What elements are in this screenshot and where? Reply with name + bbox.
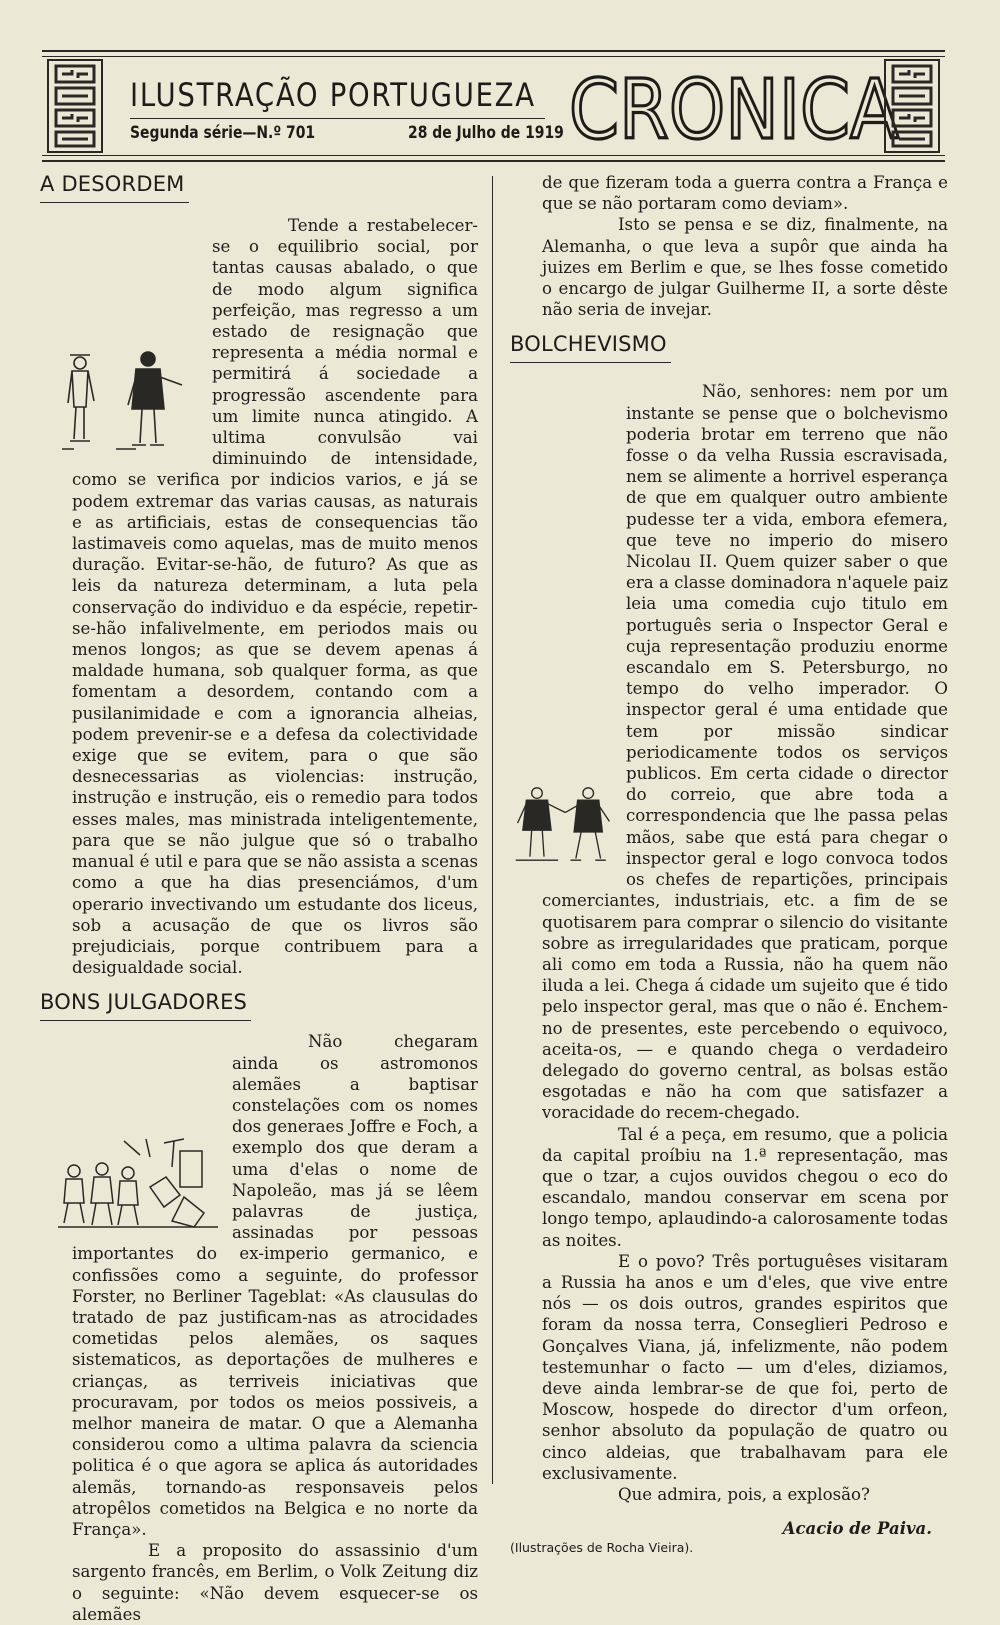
heading-bons-julgadores: BONS JULGADORES [40,990,251,1021]
greek-key-ornament-left [46,58,104,154]
article-2-paragraph-3: de que fizeram toda a guerra contra a França e que se não portaram como deviam». [542,173,948,214]
article-3-paragraph-4: Que admira, pois, a explosão? [618,1484,870,1504]
article-2-paragraph-2: E a proposito do assassinio d'um sargento francês, em Berlim, o Volk Zeitung diz o seguinte: «Não devem esquecer-se os alemães [72,1541,478,1624]
column-divider [492,176,493,1484]
article-3-paragraph-3: E o povo? Três portuguêses visitaram a Russia ha anos e um d'eles, que vive entre nós — os dois outros, grandes espiritos que foram da nossa terra, Conseglieri Pedroso e Gonçalves Viana, já, infelizmente, não podem testemunhar o facto — um d'eles, diziamos, deve ainda lembrar-se de que foi, perto de Moscow, hospede do director d'um orfeon, senhor absoluto da população de quatro ou cinco aldeias, que trabalhavam para ele exclusivamente. [542,1251,948,1483]
illustration-crowd [54,1137,224,1233]
article-1-paragraph: Tende a restabelecer-se o equilibrio social, por tantas causas abalado, o que de modo algum significa perfeição, mas regresso a um estado de resignação que representa a média normal e permitirá á sociedade a progressão ascendente para um limite nunca atingido. A ultima convulsão vai diminuindo de intensidade, como se verifica por indicios varios, e já se podem extremar das varias causas, as naturais e as artificiais, estas de consequencias tão lastimaveis como aquelas, mas de muito menos duração. Evitar-se-hão, de futuro? As que as leis da natureza determinam, a luta pela conservação do individuo e da espécie, repetir-se-hão infalivelmente, em periodos mais ou menos longos; as que se devem apenas á maldade humana, sob qualquer forma, as que fomentam a desordem, contando com a pusilanimidade e com a ignorancia alheias, podem prevenir-se e a defesa da colectividade exige que se evitem, para o que são desnecessarias as violencias: instrução, instrução e instrução, eis o remedio para todos esses males, mas ministrada inteligentemente, para que se não julgue que só o trabalho manual é util e para que se não assista a scenas como a que ha dias presenciámos, d'um operario invectivando um estudante dos liceus, sob a acusação de que os livros são prejudiciais, porque contribuem para a desigualdade social. [72,216,478,978]
publication-title: ILUSTRAÇÃO PORTUGUEZA [130,76,536,114]
issue-date: 28 de Julho de 1919 [408,123,564,143]
title-underline [130,118,545,119]
masthead-rule-top [42,56,945,57]
article-3-paragraph-1: Não, senhores: nem por um instante se pense que o bolchevismo poderia brotar em terreno que não fosse o da velha Russia escravisada, nem se alimente a horrivel esperança de que em qualquer outro ambiente pudesse ter a vida, embora efemera, que teve no imperio do misero Nicolau II. Quem quizer saber o que era a classe dominadora n'aquele paiz leia uma comedia cujo titulo em português seria o Inspector Geral e cuja representação produziu enorme escandalo em S. Petersburgo, no tempo do velho imperador. O inspector geral é uma entidade que tem por missão sindicar periodicamente todos os serviços publicos. Em certa cidade o director do correio, que abre toda a correspondencia que lhe passa pelas mãos, sabe que está para chegar o inspector geral e logo convoca todos os chefes de repartições, principais comerciantes, industriais, etc. a fim de se quotisarem para comprar o silencio do visitante sobre as irregularidades que praticam, porque ali como em toda a Russia, não ha quem não iluda a lei. Chega á cidade um sujeito que é tido pelo inspector geral, mas que o não é. Enchem-no de presentes, este percebendo o equivoco, aceita-os, — e quando chega o verdadeiro delegado do governo central, as bolsas estão esgotadas e não ha com que satisfazer a voracidade do recem-chegado. [542,382,948,1123]
heading-a-desordem: A DESORDEM [40,172,189,203]
article-2-paragraph-1: Não chegaram ainda os astromonos alemães a baptisar constelações com os nomes dos generaes Joffre e Foch, a exemplo dos que deram a uma d'elas o nome de Napoleão, mas já se lêem palavras de justiça, assinadas por pessoas importantes do ex-imperio germanico, e confissões como a seguinte, do professor Forster, no Berliner Tageblat: «As clausulas do tratado de paz justificam-nas as atrocidades cometidas pelos alemães, os saques sistematicos, as deportações de mulheres e crianças, as terriveis iniciativas que procuravam, por todos os meios possiveis, a melhor maneira de matar. O que a Alemanha considerou como a ultima palavra da sciencia politica é o que agora se aplica ás autoridades alemãs, tornando-as responsaveis pelos atropêlos cometidos na Belgica e no norte da França». [72,1032,478,1539]
masthead [42,50,945,162]
section-title [566,58,902,158]
greek-key-ornament-right [883,58,941,154]
article-3-paragraph-2: Tal é a peça, em resumo, que a policia da capital proíbiu na 1.ª representação, mas que o tzar, a cujos ouvidos chegou o eco do escandalo, mandou conservar em scena por longo tempo, aplaudindo-a calorosamente todas as noites. [542,1124,948,1250]
author-signature: Acacio de Paiva. [782,1519,932,1539]
section-title-text: CRONICA [569,63,899,158]
illustration-credit: (Ilustrações de Rocha Vieira). [510,1540,694,1556]
illustration-two-men [62,347,202,452]
left-column [40,172,478,1625]
heading-bolchevismo: BOLCHEVISMO [510,332,671,363]
illustration-inspector [514,781,620,867]
article-2-paragraph-4: Isto se pensa e se diz, finalmente, na Alemanha, o que leva a supôr que ainda ha juizes em Berlim e que, se lhes fosse cometido o encargo de julgar Guilherme II, a sorte dêste não seria de invejar. [542,215,948,320]
right-column [510,172,948,1555]
series-number: Segunda série—N.º 701 [130,123,316,143]
